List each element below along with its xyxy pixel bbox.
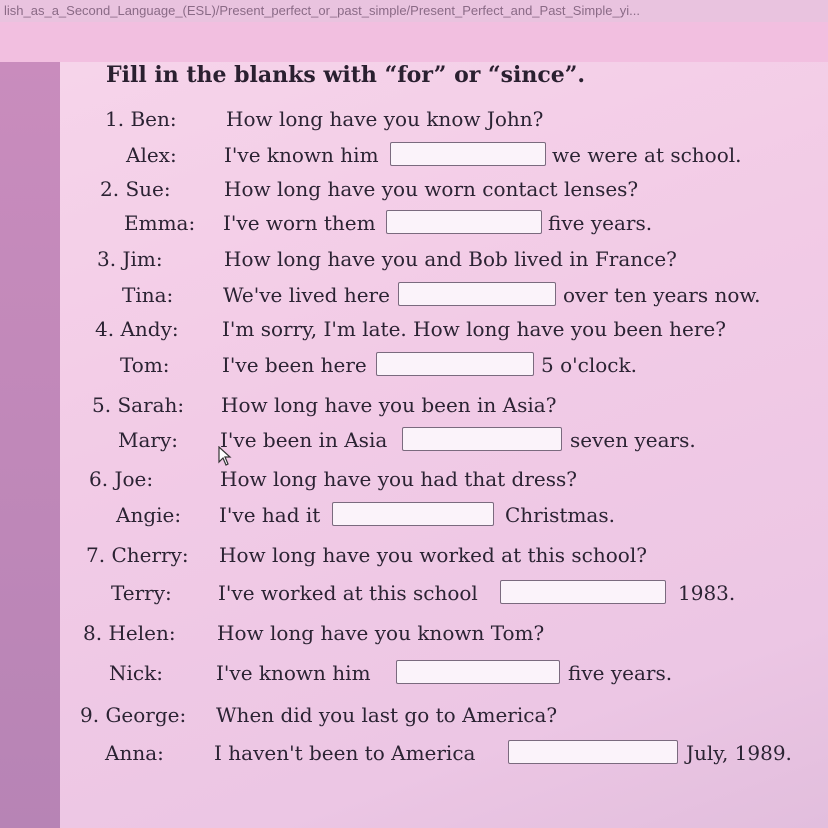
answer-speaker: Terry: [111,581,172,605]
answer-blank-input[interactable] [398,282,556,306]
question-speaker: 8. Helen: [83,621,176,645]
question-speaker: 3. Jim: [97,247,163,271]
worksheet-title: Fill in the blanks with “for” or “since”. [106,62,586,88]
answer-speaker: Angie: [116,503,182,527]
question-text: I'm sorry, I'm late. How long have you been here? [222,317,726,341]
answer-speaker: Emma: [124,211,196,235]
answer-text-before: I haven't been to America [214,741,476,765]
answer-text-before: I've worked at this school [218,581,478,605]
answer-text-after: July, 1989. [686,741,792,765]
answer-blank-input[interactable] [376,352,534,376]
answer-text-before: I've known him [224,143,379,167]
answer-speaker: Alex: [126,143,177,167]
question-text: How long have you had that dress? [220,467,577,491]
question-text: How long have you worked at this school? [219,543,647,567]
mouse-pointer-icon [218,446,232,466]
answer-text-after: seven years. [570,428,696,452]
answer-speaker: Nick: [109,661,163,685]
answer-blank-input[interactable] [402,427,562,451]
question-text: How long have you been in Asia? [221,393,557,417]
question-text: How long have you know John? [226,107,544,131]
answer-speaker: Anna: [105,741,164,765]
answer-text-before: I've worn them [223,211,376,235]
question-speaker: 7. Cherry: [86,543,189,567]
answer-text-before: We've lived here [223,283,390,307]
question-speaker: 2. Sue: [100,177,171,201]
answer-text-after: over ten years now. [563,283,761,307]
question-speaker: 9. George: [80,703,187,727]
answer-blank-input[interactable] [386,210,542,234]
answer-text-after: five years. [568,661,673,685]
answer-text-after: 1983. [678,581,736,605]
answer-text-after: 5 o'clock. [541,353,637,377]
answer-text-before: I've been here [222,353,367,377]
answer-blank-input[interactable] [500,580,666,604]
answer-text-before: I've been in Asia [220,428,388,452]
question-speaker: 4. Andy: [95,317,179,341]
answer-speaker: Tina: [122,283,174,307]
answer-text-after: Christmas. [505,503,615,527]
answer-text-before: I've had it [219,503,321,527]
answer-text-after: we were at school. [552,143,742,167]
question-text: How long have you and Bob lived in France? [224,247,677,271]
question-text: How long have you worn contact lenses? [224,177,639,201]
answer-speaker: Tom: [120,353,170,377]
page-left-margin [0,62,60,828]
answer-blank-input[interactable] [396,660,560,684]
browser-toolbar-band [0,22,828,62]
question-speaker: 5. Sarah: [92,393,185,417]
answer-blank-input[interactable] [332,502,494,526]
question-text: How long have you known Tom? [217,621,545,645]
question-speaker: 6. Joe: [89,467,154,491]
answer-text-before: I've known him [216,661,371,685]
answer-blank-input[interactable] [390,142,546,166]
answer-text-after: five years. [548,211,653,235]
browser-url-bar[interactable]: lish_as_a_Second_Language_(ESL)/Present_perfect_or_past_simple/Present_Perfect_and_Past_Simple_yi... [0,0,828,22]
answer-speaker: Mary: [118,428,178,452]
question-speaker: 1. Ben: [105,107,177,131]
answer-blank-input[interactable] [508,740,678,764]
question-text: When did you last go to America? [216,703,558,727]
